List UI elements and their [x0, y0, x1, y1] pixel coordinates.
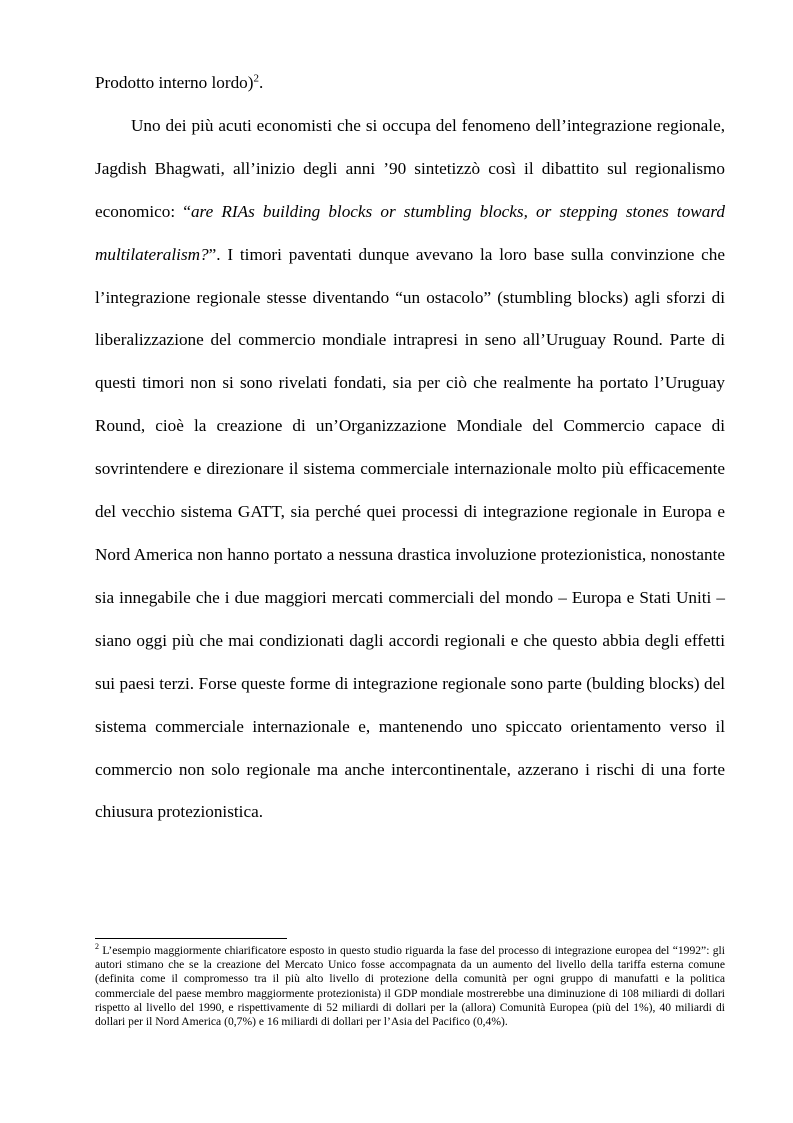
continuation-text: Prodotto interno lordo) [95, 73, 254, 92]
footnote-text: L’esempio maggiormente chiarificatore esposto in questo studio riguarda la fase del processo di integrazione europea del “1992”: gli autori stimano che se la creazione del Mercato Unico fosse accompagnata da un aumento del livello della tariffa esterna comune (definita come il compromesso tra il più alto livello di protezione della comunità per ogni gruppo di manufatti e la politica commerciale del paese membro maggiormente protezionista) il GDP mondiale mostrerebbe una diminuzione di 108 miliardi di dollari rispetto al livello del 1990, e rispettivamente di 52 miliardi di dollari per la (allora) Comunità Europea (più del 1%), 40 miliardi di dollari per il Nord America (0,7%) e 16 miliardi di dollari per l’Asia del Pacifico (0,4%). [95, 944, 725, 1029]
page-body [95, 62, 725, 834]
footnote [95, 944, 725, 1029]
continuation-end: . [259, 73, 264, 92]
continuation-line [95, 62, 725, 105]
paragraph-text-2: ”. I timori paventati dunque avevano la loro base sulla convinzione che l’integrazione regionale stesse diventando “un ostacolo” (stumbling blocks) agli sforzi di liberalizzazione del commercio mondiale intrapresi in seno all’Uruguay Round. Parte di questi timori non si sono rivelati fondati, sia per ciò che realmente ha portato l’Uruguay Round, cioè la creazione di un’Organizzazione Mondiale del Commercio capace di sovrintendere e direzionare il sistema commerciale internazionale molto più efficacemente del vecchio sistema GATT, sia perché quei processi di integrazione regionale in Europa e Nord America non hanno portato a nessuna drastica involuzione protezionistica, nonostante sia innegabile che i due maggiori mercati commerciali del mondo – Europa e Stati Uniti – siano oggi più che mai condizionati dagli accordi regionali e che questo abbia degli effetti sui paesi terzi. Forse queste forme di integrazione regionale sono parte (bulding blocks) del sistema commerciale internazionale e, mantenendo uno spiccato orientamento verso il commercio non solo regionale ma anche intercontinentale, azzerano i rischi di una forte chiusura protezionistica. [95, 244, 725, 822]
paragraph-text-1: Uno dei più acuti economisti che si occupa del fenomeno dell’integrazione regionale, Jagdish Bhagwati, all’inizio degli anni ’90 sintetizzò così il dibattito sul regionalismo economico: “ [95, 115, 725, 221]
main-paragraph [95, 105, 725, 834]
bhagwati-quote: are RIAs building blocks or stumbling blocks, or stepping stones toward multilateralism? [95, 201, 726, 264]
footnote-number: 2 [95, 942, 99, 952]
footnote-separator [95, 938, 287, 939]
footnote-reference[interactable]: 2 [253, 72, 259, 85]
